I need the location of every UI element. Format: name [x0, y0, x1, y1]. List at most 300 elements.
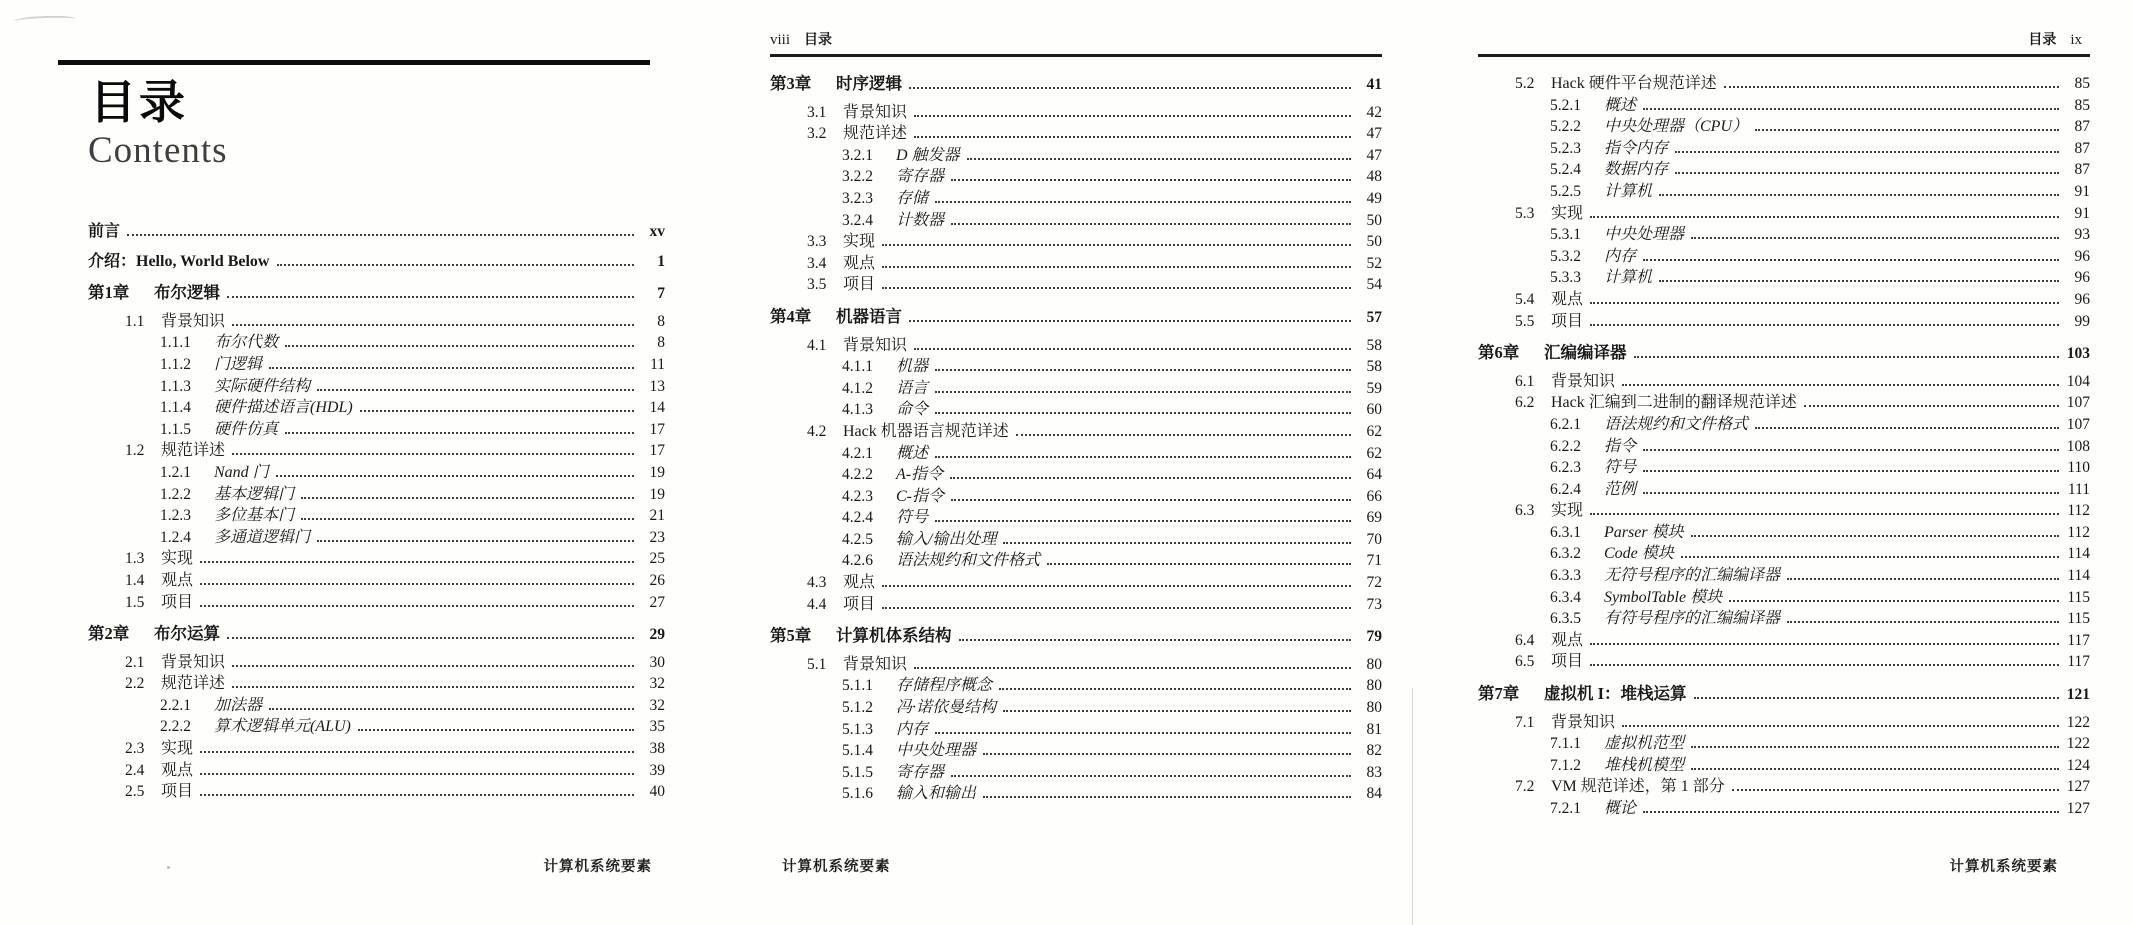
toc-entry-title: 观点 — [161, 571, 194, 589]
toc-entry-title: 规范详述 — [843, 125, 908, 143]
toc-entry-title: 实现 — [161, 740, 194, 758]
toc-entry — [88, 652, 665, 674]
toc-entry-number: 1.5 — [125, 593, 145, 611]
toc-entry — [88, 311, 665, 333]
toc-entry-page-number: 103 — [2066, 345, 2090, 363]
toc-entry — [770, 572, 1382, 594]
toc-entry-number: 5.2.1 — [1550, 96, 1581, 114]
dot-leader — [935, 456, 1351, 458]
toc-entry — [88, 397, 665, 419]
toc-entry-page-number: 32 — [649, 675, 665, 693]
toc-entry-page-number: 112 — [2067, 502, 2090, 520]
dot-leader — [1016, 434, 1351, 436]
toc-entry-title: C-指令 — [896, 487, 945, 505]
toc-entry-number: 4.2.5 — [842, 530, 873, 548]
toc-entry — [1478, 565, 2090, 587]
toc-entry-page-number: 8 — [657, 312, 665, 330]
toc-entry-number: 5.1.1 — [842, 677, 873, 695]
dot-leader — [882, 585, 1351, 587]
dot-leader — [1590, 324, 2059, 326]
toc-entry — [770, 740, 1382, 762]
toc-entry — [770, 188, 1382, 210]
toc-entry-title: 实现 — [1551, 204, 1584, 222]
toc-entry-number: 7.2.1 — [1550, 800, 1581, 817]
toc-entry-page-number: 25 — [649, 550, 665, 568]
toc-entry-title: 观点 — [1551, 290, 1584, 308]
toc-entry-number: 5.2.5 — [1550, 182, 1581, 200]
dot-leader — [1787, 578, 2059, 580]
dot-leader — [935, 412, 1351, 414]
toc-entry-title: 符号 — [896, 509, 929, 527]
toc-entry — [1478, 712, 2090, 734]
toc-entry-page-number: 59 — [1366, 379, 1382, 397]
toc-entry-number: 6.2.4 — [1550, 480, 1581, 498]
toc-entry — [88, 592, 665, 614]
dot-leader — [1634, 356, 2060, 358]
toc-entry-page-number: 122 — [2066, 735, 2090, 753]
toc-entry-title: 指令内存 — [1604, 139, 1669, 157]
toc-entry — [770, 783, 1382, 805]
dot-leader — [1590, 664, 2059, 666]
toc-entry-page-number: 66 — [1366, 487, 1382, 505]
toc-entry-number: 2.2.2 — [160, 718, 191, 736]
toc-entry — [88, 623, 665, 646]
dot-leader — [935, 391, 1351, 393]
toc-entry-title: 有符号程序的汇编编译器 — [1604, 610, 1781, 628]
toc-entry-page-number: 47 — [1366, 125, 1382, 143]
toc-entry — [770, 335, 1382, 357]
toc-entry — [1478, 116, 2090, 138]
dot-leader — [200, 583, 634, 585]
toc-entry — [1478, 500, 2090, 522]
running-head-label: 目录 — [804, 31, 833, 47]
toc-entry-title: 加法器 — [214, 696, 263, 714]
toc-entry-title: VM 规范详述，第 1 部分 — [1551, 778, 1725, 796]
toc-entry — [88, 251, 665, 273]
toc-entry — [1478, 181, 2090, 203]
dot-leader — [1729, 600, 2059, 602]
toc-entry-page-number: 47 — [1366, 146, 1382, 164]
dot-leader — [200, 561, 634, 563]
toc-entry-number: 第4章 — [770, 306, 812, 326]
toc-entry-number: 4.2 — [807, 422, 827, 440]
toc-entry-title: 项目 — [843, 276, 876, 294]
toc-entry-page-number: 85 — [2074, 96, 2090, 114]
dot-leader — [269, 367, 634, 369]
toc-entry — [770, 421, 1382, 443]
toc-entry-title: A-指令 — [896, 466, 944, 484]
toc-entry — [770, 231, 1382, 253]
toc-entry-number: 第5章 — [770, 626, 812, 646]
toc-entry-title: Hack 机器语言规范详述 — [843, 422, 1009, 440]
toc-entry-title: 虚拟机范型 — [1604, 735, 1685, 753]
toc-entry — [770, 210, 1382, 232]
toc-entry-title: 计算机 — [1604, 269, 1653, 287]
toc-entry-number: 6.2.2 — [1550, 437, 1581, 455]
toc-entry — [1478, 798, 2090, 820]
toc-entry — [1478, 73, 2090, 95]
toc-entry — [770, 145, 1382, 167]
toc-entry-page-number: 71 — [1366, 552, 1382, 570]
toc-entry-title: Hack 汇编到二进制的翻译规范详述 — [1551, 394, 1797, 412]
toc-entry-page-number: 54 — [1366, 276, 1382, 294]
dot-leader — [1691, 768, 2059, 770]
toc-entry-title: 语法规约和文件格式 — [896, 552, 1041, 570]
toc-entry — [1478, 414, 2090, 436]
toc-entry-page-number: 82 — [1366, 742, 1382, 760]
toc-entry-number: 1.2.2 — [160, 485, 191, 503]
toc-entry-number: 4.4 — [807, 595, 827, 613]
toc-entry-number: 6.3.3 — [1550, 567, 1581, 585]
dot-leader — [232, 686, 634, 688]
toc-entry-page-number: 26 — [649, 571, 665, 589]
toc-entry-title: SymbolTable 模块 — [1604, 588, 1723, 606]
toc-entry — [88, 440, 665, 462]
toc-entry-number: 4.2.3 — [842, 487, 873, 505]
toc-entry-title: 规范详述 — [161, 442, 226, 460]
toc-entry-title: 布尔代数 — [214, 334, 279, 352]
toc-entry — [88, 419, 665, 441]
toc-entry-number: 5.1.5 — [842, 763, 873, 781]
dot-leader — [909, 87, 1351, 89]
toc-entry-page-number: 108 — [2066, 437, 2090, 455]
dot-leader — [1659, 194, 2059, 196]
toc-entry — [1478, 733, 2090, 755]
dot-leader — [1787, 621, 2059, 623]
toc-entry-title: 内存 — [896, 720, 929, 738]
toc-entry — [1478, 436, 2090, 458]
dot-leader — [1732, 789, 2059, 791]
toc-entry-page-number: 69 — [1366, 509, 1382, 527]
toc-entry-title: 前言 — [88, 223, 121, 240]
toc-entry-number: 5.2.4 — [1550, 161, 1581, 179]
toc-entry-title: 机器 — [896, 358, 929, 376]
toc-entry-title: 范例 — [1604, 480, 1637, 498]
dot-leader — [277, 264, 635, 266]
toc-entry-page-number: 52 — [1366, 254, 1382, 272]
dot-leader — [227, 296, 634, 298]
toc-entry-page-number: 62 — [1366, 444, 1382, 462]
toc-entry — [770, 594, 1382, 616]
running-footer: 计算机系统要素 — [543, 859, 652, 875]
toc-entry-page-number: 112 — [2067, 523, 2090, 541]
dot-leader — [200, 605, 634, 607]
toc-entry-title: 硬件仿真 — [214, 420, 279, 438]
toc-entry — [770, 486, 1382, 508]
toc-entry-page-number: 27 — [649, 593, 665, 611]
toc-entry-title: 背景知识 — [843, 336, 908, 354]
toc-entry-number: 1.2.3 — [160, 507, 191, 525]
toc-entry-number: 2.4 — [125, 761, 145, 779]
dot-leader — [935, 369, 1351, 371]
toc-entry-number: 4.1.2 — [842, 379, 873, 397]
toc-entry-page-number: 121 — [2066, 686, 2090, 704]
toc-entry-number: 6.3.2 — [1550, 545, 1581, 563]
toc-entry-number: 1.4 — [125, 571, 145, 589]
toc-entry-number: 5.1.4 — [842, 742, 873, 760]
dot-leader — [959, 639, 1352, 641]
dot-leader — [1590, 513, 2059, 515]
toc-entry — [770, 464, 1382, 486]
toc-entry — [1478, 246, 2090, 268]
toc-entry-title: 冯·诺依曼结构 — [896, 699, 997, 717]
toc-entry-title: 堆栈机模型 — [1604, 756, 1685, 774]
toc-entry-page-number: 64 — [1366, 466, 1382, 484]
dot-leader — [1755, 427, 2059, 429]
toc-entry-title: 概论 — [1604, 800, 1637, 817]
toc-entry-page-number: 122 — [2066, 713, 2090, 731]
toc-entry-number: 3.2.4 — [842, 211, 873, 229]
toc-entry-page-number: 58 — [1366, 336, 1382, 354]
dot-leader — [1643, 811, 2059, 813]
toc-entry-title: 观点 — [161, 761, 194, 779]
toc-entry-page-number: 21 — [649, 507, 665, 525]
toc-entry-page-number: 80 — [1366, 677, 1382, 695]
toc-entry — [1478, 138, 2090, 160]
dot-leader — [200, 773, 634, 775]
dot-leader — [232, 453, 634, 455]
toc-entry-title: 规范详述 — [161, 675, 226, 693]
toc-entry-title: 汇编编译器 — [1544, 343, 1627, 363]
dot-leader — [983, 753, 1351, 755]
page-edge-line — [1412, 688, 1413, 925]
toc-entry-title: 输入/输出处理 — [896, 530, 997, 548]
toc-entry-number: 1.1.5 — [160, 420, 191, 438]
dot-leader — [951, 223, 1351, 225]
toc-entry-title: 基本逻辑门 — [214, 485, 295, 503]
toc-entry — [770, 306, 1382, 329]
dot-leader — [1622, 384, 2059, 386]
toc-entry-number: 1.1.1 — [160, 334, 191, 352]
toc-entry-title: 虚拟机 I：堆栈运算 — [1544, 684, 1687, 704]
toc-entry — [1478, 608, 2090, 630]
toc-entry — [770, 550, 1382, 572]
toc-entry-title: 背景知识 — [1551, 372, 1616, 390]
dot-leader — [1003, 710, 1351, 712]
toc-entry — [88, 221, 665, 243]
toc-entry-number: 4.1.1 — [842, 358, 873, 376]
dot-leader — [360, 410, 634, 412]
toc-entry — [88, 462, 665, 484]
toc-entry-number: 5.1.2 — [842, 699, 873, 717]
toc-entry-title: Code 模块 — [1604, 545, 1674, 563]
dot-leader — [882, 287, 1351, 289]
toc-entry-title: 概述 — [1604, 96, 1637, 114]
toc-entry — [88, 760, 665, 782]
toc-entry-page-number: 91 — [2074, 182, 2090, 200]
toc-entry — [770, 675, 1382, 697]
toc-entry — [88, 738, 665, 760]
toc-entry-number: 6.5 — [1515, 653, 1535, 671]
toc-entry — [770, 378, 1382, 400]
toc-entry-page-number: 39 — [649, 761, 665, 779]
dot-leader — [914, 115, 1351, 117]
toc-entry-page-number: 127 — [2066, 800, 2090, 817]
toc-entry-page-number: 114 — [2067, 545, 2090, 563]
page-title-en: Contents — [88, 130, 228, 171]
toc-entry-title: 寄存器 — [896, 168, 945, 186]
toc-entry-number: 2.3 — [125, 740, 145, 758]
toc-entry-number: 1.1 — [125, 312, 145, 330]
toc-entry-page-number: 17 — [649, 442, 665, 460]
dot-leader — [935, 201, 1351, 203]
toc-entry — [1478, 203, 2090, 225]
dot-leader — [1724, 86, 2059, 88]
toc-entry — [770, 253, 1382, 275]
toc-entry-page-number: 85 — [2074, 75, 2090, 92]
running-head — [1478, 30, 2082, 49]
toc-entry-page-number: 1 — [657, 252, 665, 270]
toc-entry-title: 实现 — [1551, 502, 1584, 520]
dot-leader — [999, 688, 1351, 690]
toc-entry-number: 7.2 — [1515, 778, 1535, 796]
toc-entry-number: 6.2.3 — [1550, 459, 1581, 477]
toc-entry-title: 项目 — [1551, 653, 1584, 671]
toc-entry-number: 3.1 — [807, 103, 827, 121]
dot-leader — [1691, 746, 2059, 748]
toc-entry-page-number: 57 — [1366, 308, 1382, 326]
toc-entry-number: 第3章 — [770, 74, 812, 93]
dot-leader — [232, 324, 634, 326]
dot-leader — [1047, 563, 1351, 565]
dot-leader — [1694, 697, 2059, 699]
toc-entry-title: 存储程序概念 — [896, 677, 993, 695]
toc-page-left — [58, 0, 665, 925]
toc-entry-page-number: 87 — [2074, 139, 2090, 157]
toc-entry-title: 概述 — [896, 444, 929, 462]
toc-entry-page-number: 23 — [649, 528, 665, 546]
toc-entry-page-number: 117 — [2067, 653, 2090, 671]
toc-entry — [88, 695, 665, 717]
toc-entry-number: 6.3 — [1515, 502, 1535, 520]
toc-entry — [1478, 392, 2090, 414]
toc-entry-number: 1.1.4 — [160, 399, 191, 417]
toc-entry-number: 第6章 — [1478, 343, 1520, 363]
toc-entry-number: 5.3 — [1515, 204, 1535, 222]
toc-entry — [88, 505, 665, 527]
toc-entry — [770, 166, 1382, 188]
toc-entry-number: 2.2 — [125, 675, 145, 693]
toc-entry-page-number: 96 — [2074, 269, 2090, 287]
dot-leader — [285, 432, 634, 434]
dot-leader — [935, 520, 1351, 522]
toc-entry — [1478, 630, 2090, 652]
toc-entry — [88, 527, 665, 549]
toc-entry-number: 6.2.1 — [1550, 415, 1581, 433]
running-footer: 计算机系统要素 — [1949, 859, 2058, 875]
toc-entry-title: 符号 — [1604, 459, 1637, 477]
toc-entry-number: 5.2 — [1515, 75, 1535, 92]
toc-entry-number: 1.2.4 — [160, 528, 191, 546]
toc-entry — [770, 356, 1382, 378]
toc-entry-page-number: 40 — [649, 783, 665, 801]
toc-entry — [88, 484, 665, 506]
toc-entry-page-number: 42 — [1366, 103, 1382, 121]
dot-leader — [301, 518, 634, 520]
toc-entry — [88, 376, 665, 398]
toc-entry — [1478, 755, 2090, 777]
dot-leader — [358, 729, 634, 731]
toc-entry — [770, 123, 1382, 145]
toc-entry-page-number: 110 — [2067, 459, 2090, 477]
running-footer: 计算机系统要素 — [782, 859, 891, 875]
dot-leader — [1590, 643, 2059, 645]
toc-entry-title: 背景知识 — [161, 312, 226, 330]
toc-entry-title: 中央处理器 — [1604, 226, 1685, 244]
toc-entry-number: 4.2.2 — [842, 466, 873, 484]
dot-leader — [882, 266, 1351, 268]
dot-leader — [1691, 535, 2059, 537]
toc-entry-number: 1.2 — [125, 442, 145, 460]
toc-entry-title: 门逻辑 — [214, 355, 263, 373]
toc-entry-page-number: 38 — [649, 740, 665, 758]
toc-entry — [88, 354, 665, 376]
toc-entry-page-number: 62 — [1366, 422, 1382, 440]
dot-leader — [1675, 151, 2059, 153]
toc-entry-page-number: 50 — [1366, 233, 1382, 251]
toc-entry — [1478, 289, 2090, 311]
toc-entry-number: 5.3.2 — [1550, 247, 1581, 265]
toc-entry — [770, 762, 1382, 784]
dot-leader — [882, 607, 1351, 609]
toc-entry-page-number: 50 — [1366, 211, 1382, 229]
toc-entry-page-number: 19 — [649, 485, 665, 503]
toc-entry — [770, 102, 1382, 124]
toc-entry-title: 硬件描述语言(HDL) — [214, 399, 353, 417]
toc-entry-page-number: 127 — [2066, 778, 2090, 796]
toc-entry-number: 1.2.1 — [160, 463, 191, 481]
dot-leader — [950, 477, 1351, 479]
toc-entry-title: 实现 — [843, 233, 876, 251]
toc-entry-page-number: 49 — [1366, 189, 1382, 207]
toc-entry — [1478, 95, 2090, 117]
toc-entry — [88, 282, 665, 305]
toc-entry-number: 3.5 — [807, 276, 827, 294]
dot-leader — [276, 475, 634, 477]
toc-entry — [1478, 371, 2090, 393]
dot-leader — [317, 389, 634, 391]
toc-entry-page-number: 70 — [1366, 530, 1382, 548]
dot-leader — [1643, 470, 2059, 472]
toc-entry-number: 3.4 — [807, 254, 827, 272]
toc-entry-title: 无符号程序的汇编编译器 — [1604, 567, 1781, 585]
toc-entry-number: 2.1 — [125, 653, 145, 671]
toc-entries-right — [1478, 73, 2090, 820]
toc-entry — [1478, 267, 2090, 289]
toc-entry-number: 1.3 — [125, 550, 145, 568]
toc-entry — [1478, 587, 2090, 609]
toc-entry-number: 5.2.3 — [1550, 139, 1581, 157]
toc-entry-page-number: 8 — [657, 334, 665, 352]
dot-leader — [1681, 556, 2059, 558]
dot-leader — [269, 708, 634, 710]
dot-leader — [909, 320, 1351, 322]
dot-leader — [1590, 302, 2059, 304]
toc-entry-title: 语言 — [896, 379, 929, 397]
folio-number: viii — [770, 32, 791, 48]
toc-entry-title: 观点 — [843, 574, 876, 592]
toc-entry-number: 4.1.3 — [842, 401, 873, 419]
toc-entry — [1478, 479, 2090, 501]
title-rule — [58, 60, 650, 65]
dot-leader — [983, 796, 1351, 798]
dot-leader — [1643, 108, 2059, 110]
dot-leader — [317, 540, 634, 542]
toc-entry-number: 6.3.5 — [1550, 610, 1581, 628]
toc-entry — [770, 654, 1382, 676]
toc-entry-title: 命令 — [896, 401, 929, 419]
toc-entry-page-number: 30 — [649, 653, 665, 671]
